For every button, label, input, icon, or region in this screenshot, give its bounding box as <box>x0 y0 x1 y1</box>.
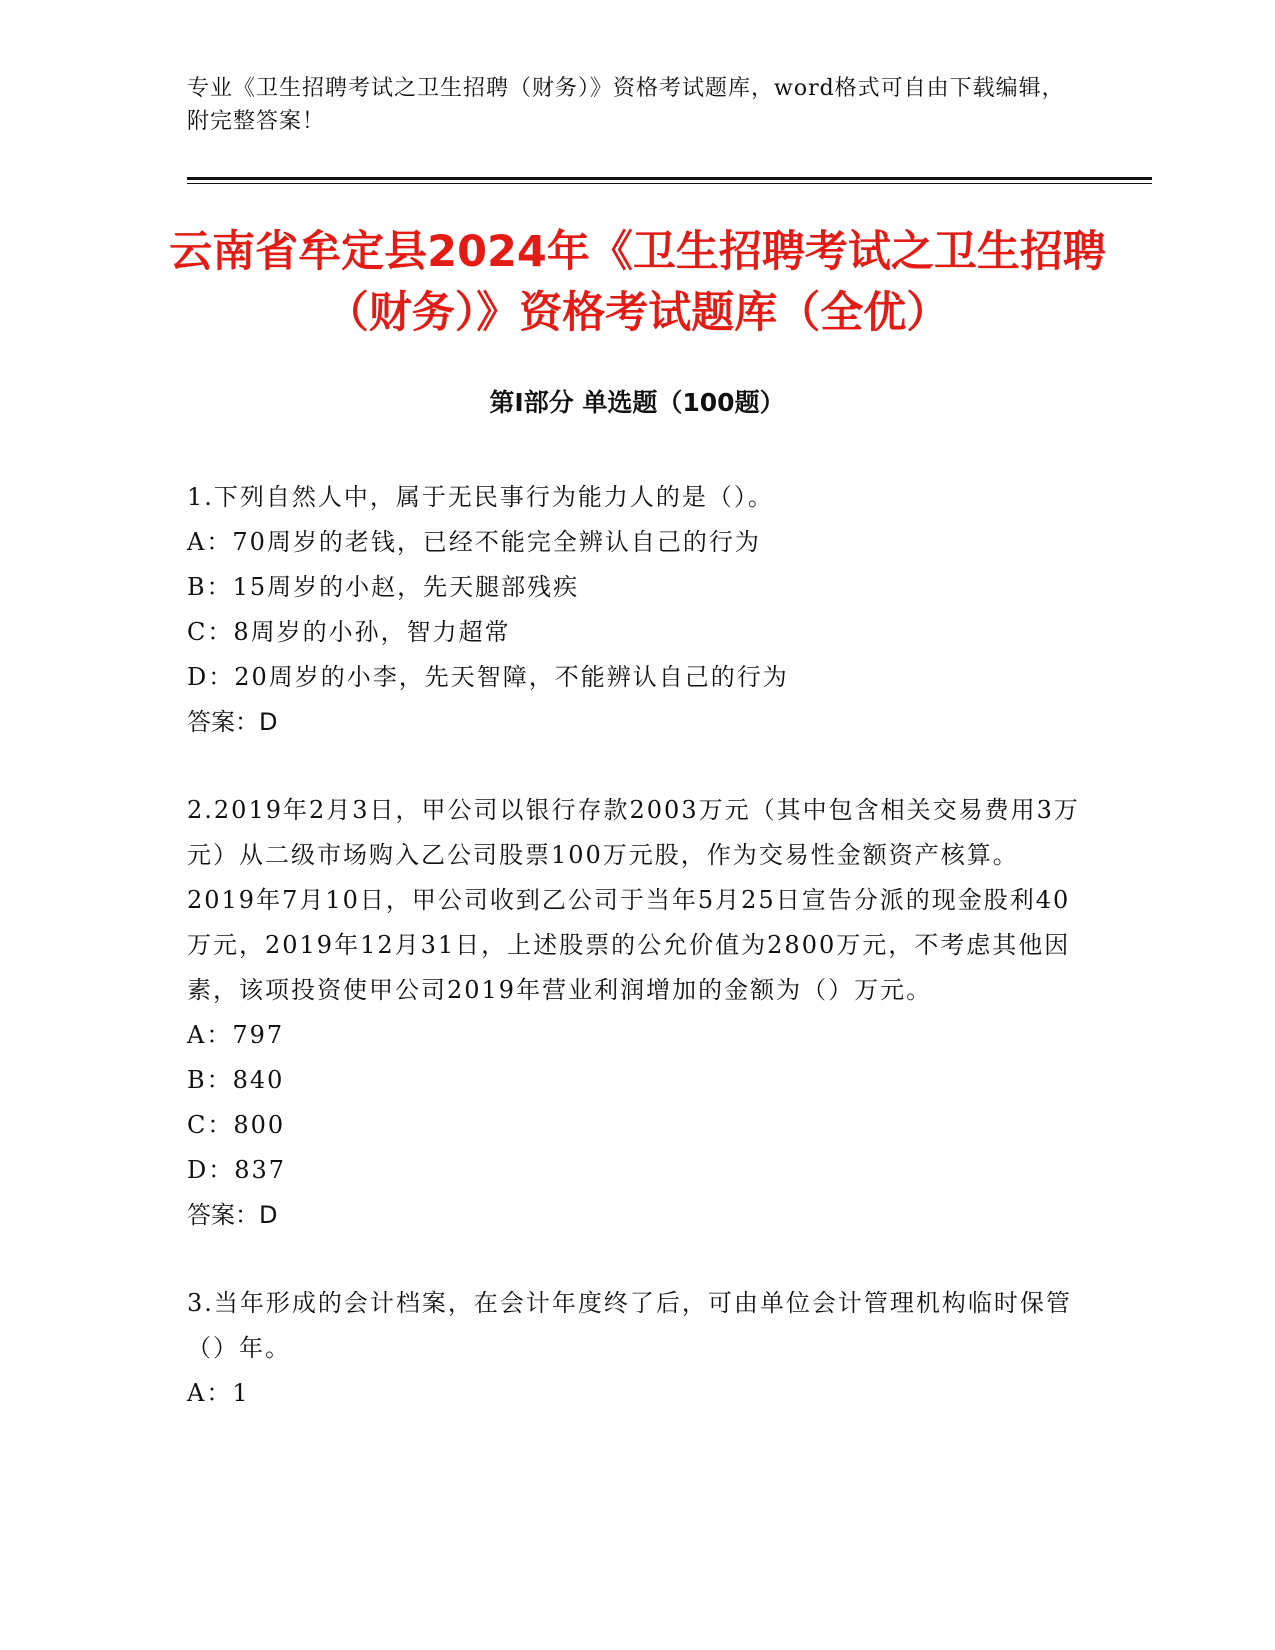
question-list <box>187 475 1087 1459</box>
header-rule-thin <box>187 183 1152 184</box>
question-stem: 1.下列自然人中，属于无民事行为能力人的是（）。 <box>187 483 774 511</box>
question-3 <box>187 1281 1087 1416</box>
option-a: A：1 <box>187 1379 250 1407</box>
question-stem: 2.2019年2月3日，甲公司以银行存款2003万元（其中包含相关交易费用3万元）从二级市场购入乙公司股票100万元股，作为交易性金额资产核算。2019年7月10日，甲公司收到乙公司于当年5月25日宣告分派的现金股利40万元，2019年12月31日，上述股票的公允价值为2800万元，不考虑其他因素，该项投资使甲公司2019年营业利润增加的金额为（）万元。 <box>187 796 1080 1004</box>
option-a: A：797 <box>187 1021 285 1049</box>
question-stem: 3.当年形成的会计档案，在会计年度终了后，可由单位会计管理机构临时保管（）年。 <box>187 1289 1072 1362</box>
option-d: D：20周岁的小李，先天智障，不能辨认自己的行为 <box>187 663 789 691</box>
answer: 答案：D <box>187 1201 278 1229</box>
answer: 答案：D <box>187 708 278 736</box>
option-d: D：837 <box>187 1156 287 1184</box>
option-c: C：8周岁的小孙，智力超常 <box>187 618 511 646</box>
question-1 <box>187 475 1087 745</box>
option-b: B：840 <box>187 1066 285 1094</box>
option-c: C：800 <box>187 1111 286 1139</box>
question-2 <box>187 788 1087 1238</box>
header-rule-thick <box>187 177 1152 180</box>
section-title: 第Ⅰ部分 单选题（100题） <box>489 388 785 417</box>
document-title: 云南省牟定县2024年《卫生招聘考试之卫生招聘（财务）》资格考试题库（全优） <box>169 227 1106 338</box>
option-a: A：70周岁的老钱，已经不能完全辨认自己的行为 <box>187 528 761 556</box>
option-b: B：15周岁的小赵，先天腿部残疾 <box>187 573 580 601</box>
header-note: 专业《卫生招聘考试之卫生招聘（财务）》资格考试题库，word格式可自由下载编辑，附完整答案！ <box>187 76 1065 134</box>
